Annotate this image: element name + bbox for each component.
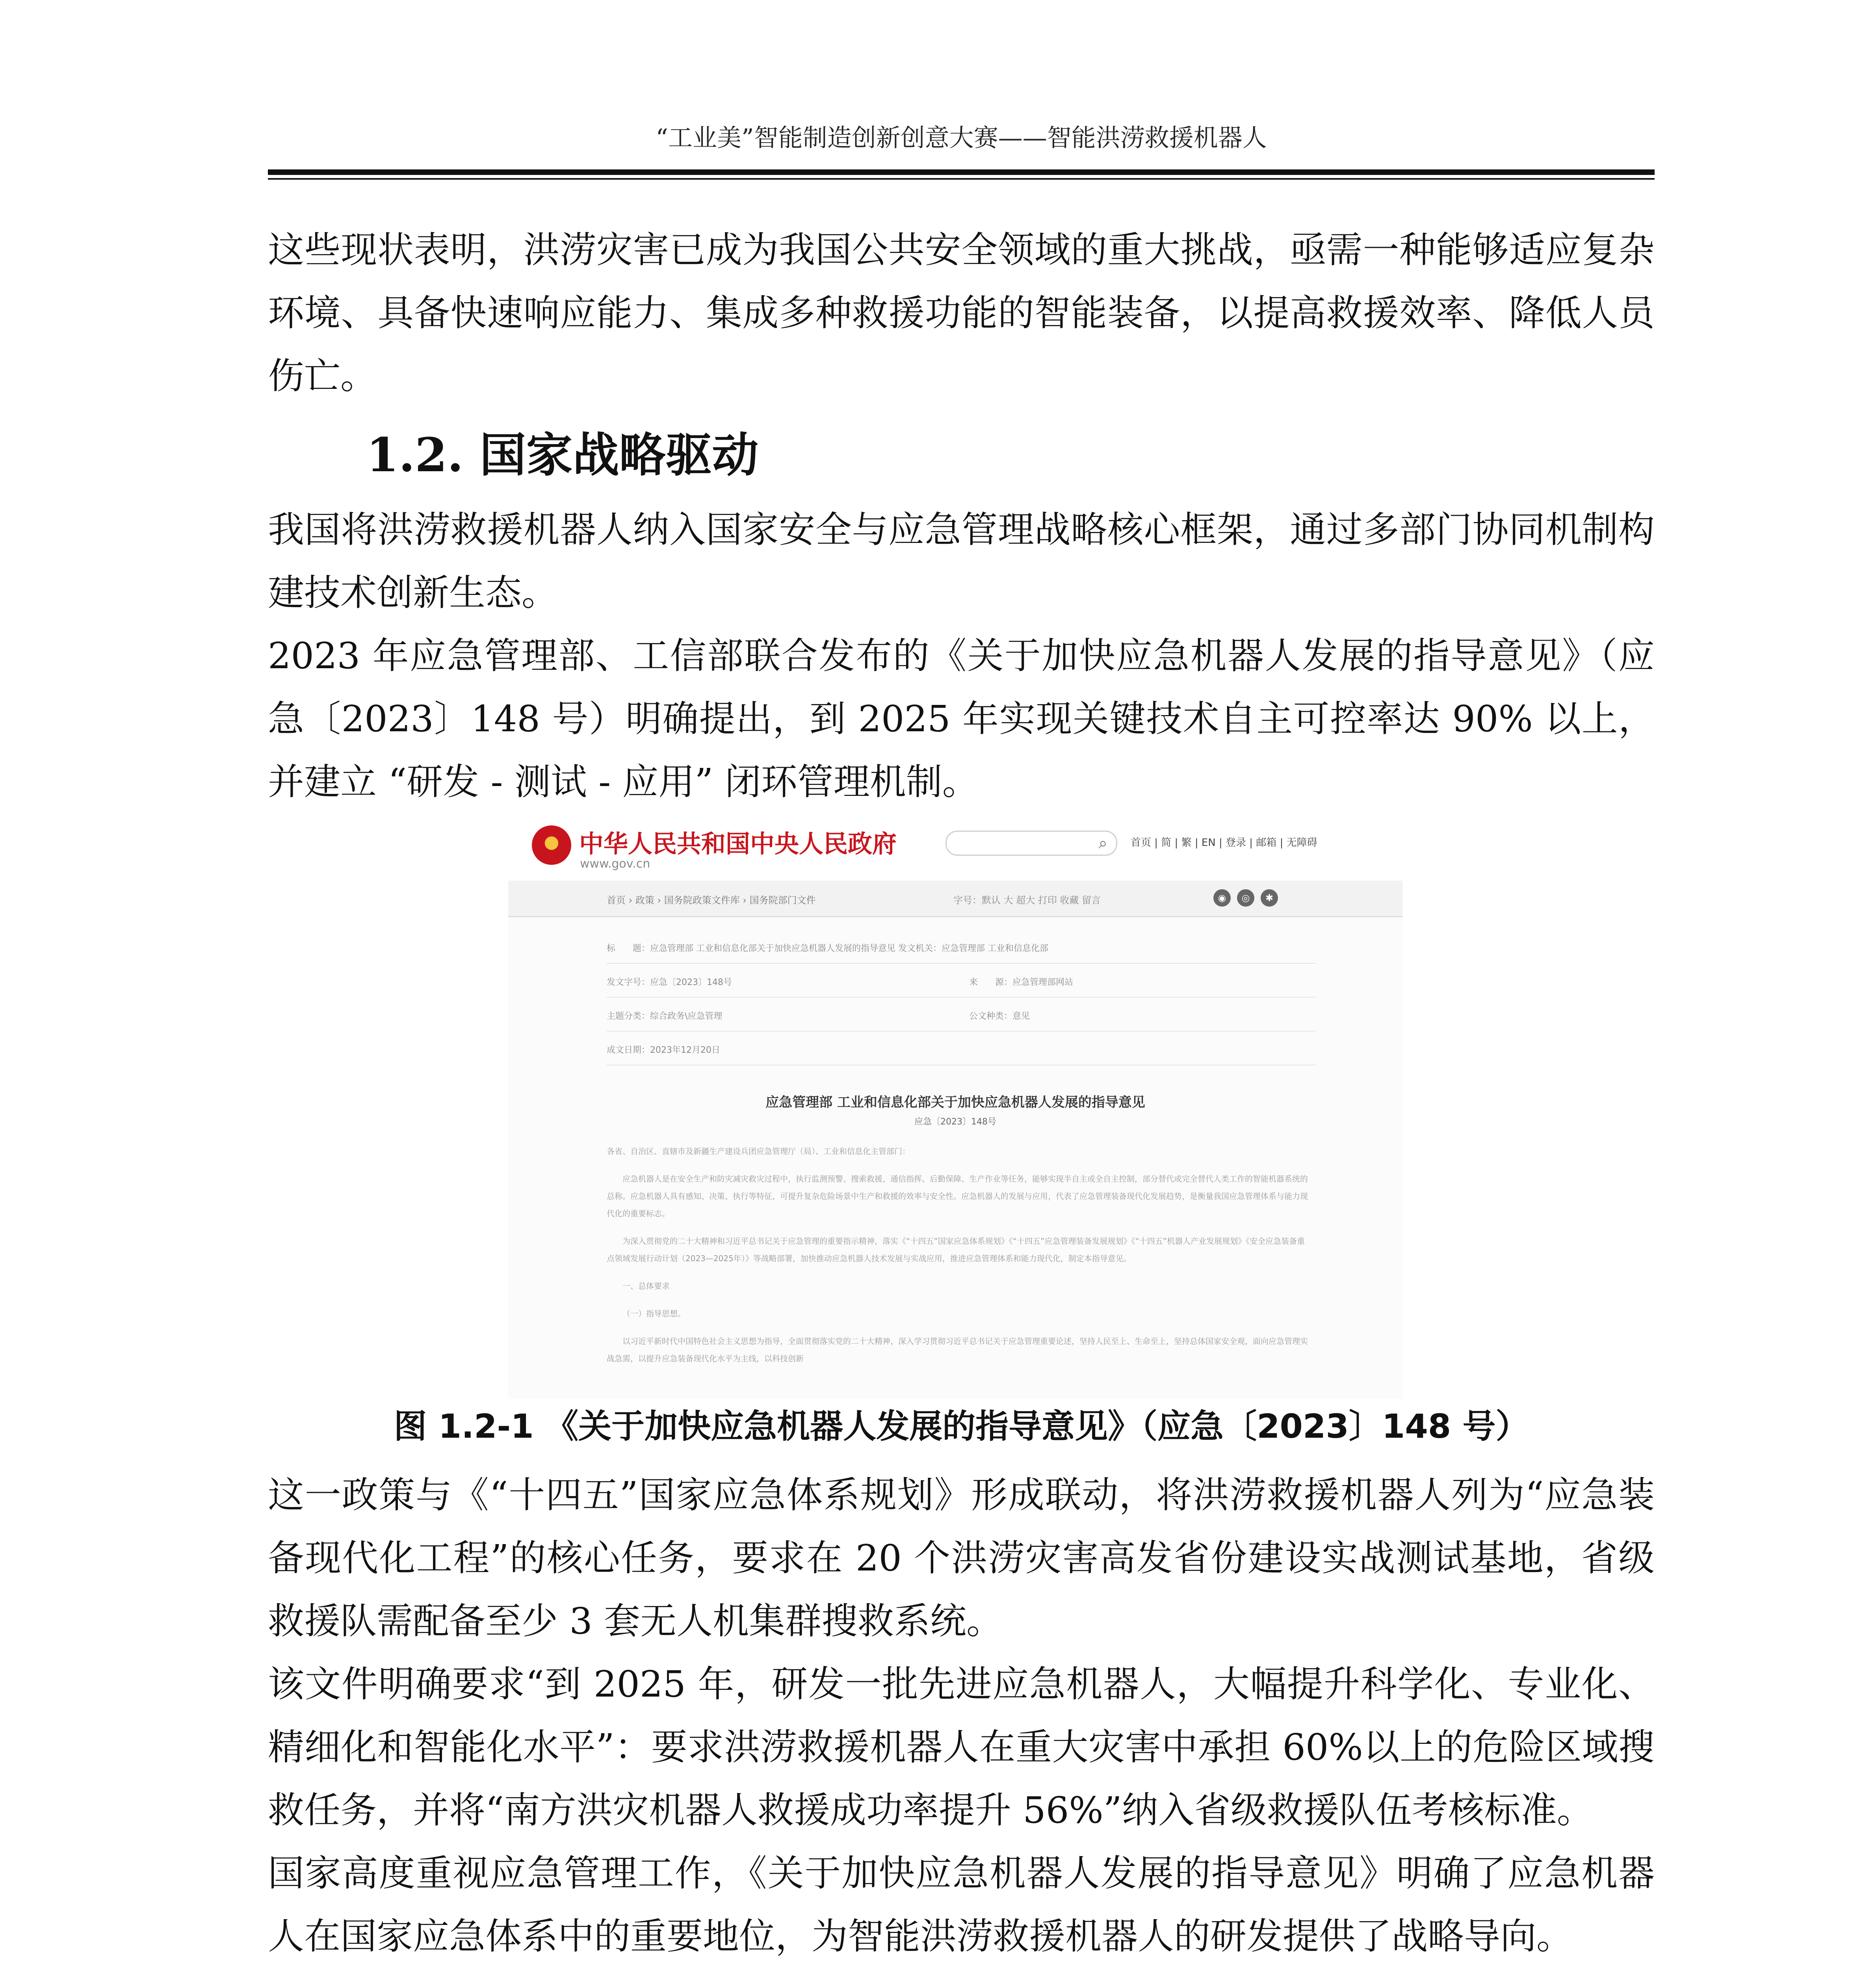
doc-section-heading: 一、总体要求 xyxy=(622,1281,670,1291)
meta-title: 标 题：应急管理部 工业和信息化部关于加快应急机器人发展的指导意见 发文机关：应急管理部 工业和信息化部 xyxy=(607,944,1048,953)
paragraph-2025-targets: 该文件明确要求“到 2025 年，研发一批先进应急机器人，大幅提升科学化、专业化、精细化和智能化水平”：要求洪涝救援机器人在重大灾害中承担 60%以上的危险区域搜救任务，并将“南方洪灾机器人救援成功率提升 56%”纳入省级救援队伍考核标准。 xyxy=(268,1663,1655,1831)
doc-salutation: 各省、自治区、直辖市及新疆生产建设兵团应急管理厅（局）、工业和信息化主管部门： xyxy=(607,1147,910,1156)
running-header: “工业美”智能制造创新创意大赛——智能洪涝救援机器人 xyxy=(656,123,1267,152)
gov-site-url: www.gov.cn xyxy=(580,857,650,871)
header-rule-thick xyxy=(268,169,1655,175)
weibo-share-icon: ◎ xyxy=(1237,889,1254,907)
meta-doc-number: 发文字号：应急〔2023〕148号 xyxy=(607,978,732,987)
meta-source: 来 源：应急管理部网站 xyxy=(969,978,1074,987)
gov-site-header xyxy=(508,816,1402,881)
doc-paragraph: 应急机器人是在安全生产和防灾减灾救灾过程中，执行监测预警、搜索救援、通信指挥、后勤保障、生产作业等任务，能够实现半自主或全自主控制，部分替代或完全替代人类工作的智能机器系统的总称。应急机器人具有感知、决策、执行等特征，可提升复杂危险场景中生产和救援的效率与安全性。应急机器人的发展与应用，代表了应急管理装备现代化发展趋势，是衡量我国应急管理体系与能力现代化的重要标志。 xyxy=(607,1174,1308,1218)
meta-doc-type: 公文种类：意见 xyxy=(969,1011,1030,1021)
gov-doc-body xyxy=(607,1143,1308,1377)
meta-date: 成文日期：2023年12月20日 xyxy=(607,1045,720,1055)
gov-doc-title: 应急管理部 工业和信息化部关于加快应急机器人发展的指导意见 xyxy=(765,1095,1145,1110)
document-meta-table xyxy=(607,930,1316,1065)
paragraph-strategy-intro: 我国将洪涝救援机器人纳入国家安全与应急管理战略核心框架，通过多部门协同机制构建技术创新生态。 xyxy=(268,509,1655,614)
figure-gov-webpage-screenshot xyxy=(508,816,1402,1399)
paragraph-challenge-summary: 这些现状表明，洪涝灾害已成为我国公共安全领域的重大挑战，亟需一种能够适应复杂环境、具备快速响应能力、集成多种救援功能的智能装备，以提高救援效率、降低人员伤亡。 xyxy=(268,229,1655,397)
search-icon: ⌕ xyxy=(1098,834,1107,852)
breadcrumb: 首页 › 政策 › 国务院政策文件库 › 国务院部门文件 xyxy=(607,895,816,906)
meta-row xyxy=(607,1031,1316,1065)
meta-row xyxy=(607,930,1316,964)
national-emblem-icon xyxy=(532,825,571,865)
wechat-share-icon: ◉ xyxy=(1213,889,1231,907)
doc-paragraph: 以习近平新时代中国特色社会主义思想为指导，全面贯彻落实党的二十大精神，深入学习贯彻习近平总书记关于应急管理重要论述，坚持人民至上、生命至上，坚持总体国家安全观，面向应急管理实战急需，以提升应急装备现代化水平为主线，以科技创新 xyxy=(607,1336,1308,1363)
paragraph-2023-guideline: 2023 年应急管理部、工信部联合发布的《关于加快应急机器人发展的指导意见》（应急〔2023〕148 号）明确提出，到 2025 年实现关键技术自主可控率达 90% 以上，并建立 “研发 - 测试 - 应用” 闭环管理机制。 xyxy=(268,635,1655,803)
doc-subheading: （一）指导思想。 xyxy=(622,1309,685,1318)
gov-search-box xyxy=(945,831,1117,856)
gov-breadcrumb-bar xyxy=(508,881,1402,917)
meta-row xyxy=(607,964,1316,998)
header-rule-thin xyxy=(268,178,1655,180)
meta-row xyxy=(607,998,1316,1031)
figure-caption: 图 1.2-1 《关于加快应急机器人发展的指导意见》（应急〔2023〕148 号） xyxy=(394,1407,1529,1446)
paragraph-national-importance: 国家高度重视应急管理工作，《关于加快应急机器人发展的指导意见》明确了应急机器人在国家应急体系中的重要地位，为智能洪涝救援机器人的研发提供了战略导向。 xyxy=(268,1852,1655,1957)
gov-top-nav: 首页 | 简 | 繁 | EN | 登录 | 邮箱 | 无障碍 xyxy=(1131,837,1317,849)
qzone-share-icon: ✱ xyxy=(1261,889,1278,907)
section-heading: 1.2. 国家战略驱动 xyxy=(366,427,759,482)
meta-category: 主题分类：综合政务\应急管理 xyxy=(607,1011,723,1021)
gov-site-title: 中华人民共和国中央人民政府 xyxy=(579,829,897,858)
doc-paragraph: 为深入贯彻党的二十大精神和习近平总书记关于应急管理的重要指示精神，落实《“十四五”国家应急体系规划》《“十四五”应急管理装备发展规划》《“十四五”机器人产业发展规划》《安全应急装备重点领域发展行动计划（2023—2025年）》等战略部署，加快推动应急机器人技术发展与实战应用，推进应急管理体系和能力现代化，制定本指导意见。 xyxy=(607,1236,1305,1263)
page-tools: 字号：默认 大 超大 打印 收藏 留言 xyxy=(953,895,1101,906)
gov-doc-number: 应急〔2023〕148号 xyxy=(914,1117,996,1127)
paragraph-policy-linkage: 这一政策与《“十四五”国家应急体系规划》形成联动，将洪涝救援机器人列为“应急装备现代化工程”的核心任务，要求在 20 个洪涝灾害高发省份建设实战测试基地，省级救援队需配备至少 3 套无人机集群搜救系统。 xyxy=(268,1474,1655,1642)
